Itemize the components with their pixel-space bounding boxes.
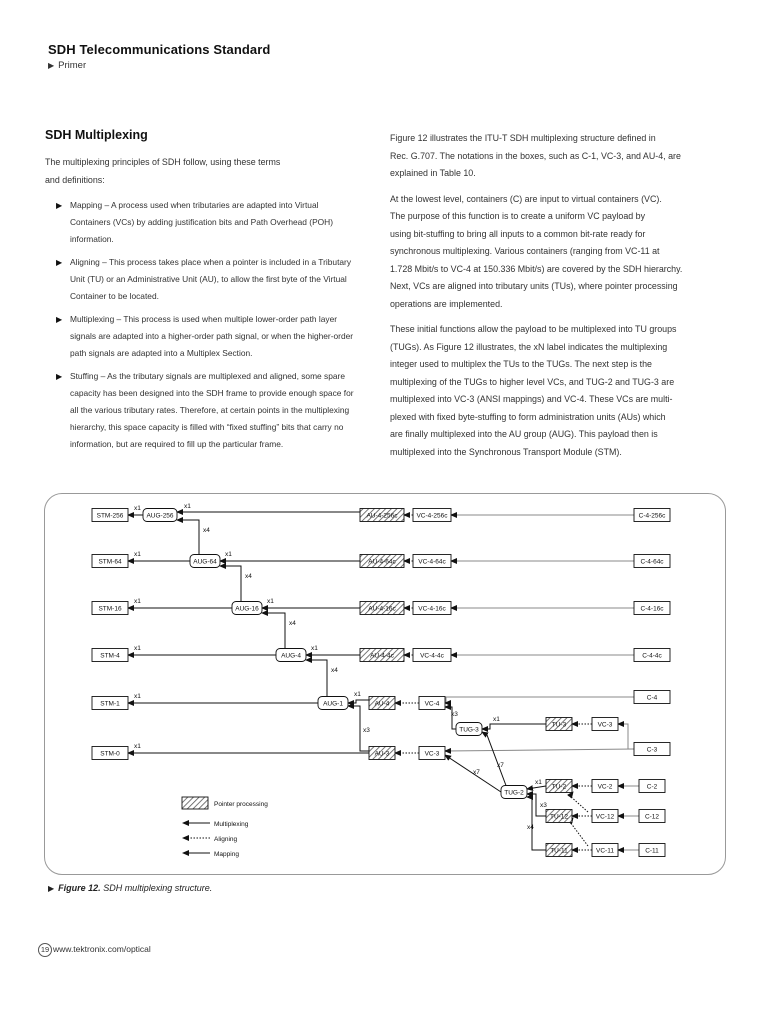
tul-2-label: TU-11 xyxy=(550,847,568,855)
stm-5-label: STM-0 xyxy=(100,750,120,758)
multiplex-factor-label: x7 xyxy=(473,769,480,776)
multiplex-factor-label: x1 xyxy=(134,645,141,652)
multiplex-factor-label: x1 xyxy=(134,551,141,558)
list-line: path signals are adapted into a Multiplex Section. xyxy=(70,348,253,358)
vcl-0-label: VC-2 xyxy=(597,783,613,791)
vc-12-align-arrow xyxy=(570,792,588,812)
body-line: explained in Table 10. xyxy=(390,168,476,178)
vch-5-label: VC-3 xyxy=(424,750,440,758)
stm-3-label: STM-4 xyxy=(100,652,120,660)
body-line: using bit-stuffing to bring all inputs to a common bit-rate ready for xyxy=(390,228,646,239)
tug-3-arrow xyxy=(482,724,546,729)
au-4-label: AU-4 xyxy=(374,700,390,708)
aug-4-label: AUG-1 xyxy=(323,700,343,708)
tul-1-label: TU-12 xyxy=(549,813,569,821)
vc-4-map-arrow xyxy=(445,697,634,703)
triangle-bullet-icon: ▶ xyxy=(48,61,55,70)
vcl-2-label: VC-11 xyxy=(596,847,614,855)
ch-3-label: C-4-4c xyxy=(642,652,662,660)
au-0-label: AU-4-256c xyxy=(366,512,398,520)
figure-caption xyxy=(48,883,212,893)
multiplex-factor-label: x1 xyxy=(134,743,141,750)
multiplex-factor-label: x1 xyxy=(134,505,141,512)
list-line: capacity has been designed into the SDH frame to provide enough space for xyxy=(70,388,354,398)
vch-3-label: VC-4-4c xyxy=(420,652,444,660)
tug3-label: TUG-3 xyxy=(459,726,479,734)
aug-3-label: AUG-4 xyxy=(281,652,301,660)
list-line: Stuffing – As the tributary signals are multiplexed and aligned, some spare xyxy=(70,371,345,381)
tu3-label: TU-3 xyxy=(551,721,567,729)
page-footer xyxy=(38,943,151,957)
ch-2-label: C-4-16c xyxy=(640,605,664,613)
section-heading: SDH Multiplexing xyxy=(45,128,148,142)
body-line: operations are implemented. xyxy=(390,298,503,309)
legend-multiplexing-label: Multiplexing xyxy=(214,821,249,828)
multiplex-factor-label: x4 xyxy=(289,620,296,627)
vc-11-align-arrow xyxy=(570,818,588,846)
multiplex-factor-label: x1 xyxy=(493,716,500,723)
triangle-bullet-icon: ▶ xyxy=(56,201,63,210)
triangle-bullet-icon: ▶ xyxy=(56,258,63,267)
multiplex-factor-label: x3 xyxy=(540,802,547,809)
aug-chain-arrow xyxy=(177,520,199,555)
triangle-bullet-icon: ▶ xyxy=(48,884,55,893)
body-line: multiplexed into VC-3 (ANSI mappings) and VC-4. These VCs are multi- xyxy=(390,394,673,404)
body-line: integer used to multiplex the TUs to the TUGs. The next step is the xyxy=(390,359,652,369)
body-line: are finally multiplexed into the AU group (AUG). This payload then is xyxy=(390,429,658,439)
multiplex-factor-label: x4 xyxy=(527,824,534,831)
body-line: plexed with fixed byte-stuffing to form administration units (AUs) which xyxy=(390,411,666,422)
vcl-1-label: VC-12 xyxy=(595,813,615,821)
tug-2-from-tu-2-arrow xyxy=(527,786,546,789)
au-5-label: AU-3 xyxy=(374,750,390,758)
multiplex-factor-label: x1 xyxy=(535,779,542,786)
body-line: Rec. G.707. The notations in the boxes, such as C-1, VC-3, and AU-4, are xyxy=(390,150,681,161)
body-line: multiplexing of the TUGs to higher level VCs, and TUG-2 and TUG-3 are xyxy=(390,376,675,387)
list-line: all the various tributary rates. Therefore, at certain points in the multiplexing xyxy=(70,405,350,415)
multiplex-factor-label: x1 xyxy=(267,598,274,605)
footer-url[interactable]: www.tektronix.com/optical xyxy=(53,944,151,954)
list-line: information. xyxy=(70,234,114,244)
multiplex-factor-label: x1 xyxy=(184,503,191,510)
aug-0-label: AUG-256 xyxy=(146,512,174,520)
multiplex-factor-label: x4 xyxy=(245,573,252,580)
vch-4-label: VC-4 xyxy=(424,700,440,708)
legend-pointer-processing-label: Pointer processing xyxy=(214,801,268,808)
list-line: Container to be located. xyxy=(70,291,159,301)
list-line: Mapping – A process used when tributaries are adapted into Virtual xyxy=(70,200,319,210)
multiplex-factor-label: x3 xyxy=(363,727,370,734)
multiplex-factor-label: x1 xyxy=(354,691,361,698)
vch-2-label: VC-4-16c xyxy=(418,605,446,613)
multiplex-factor-label: x7 xyxy=(497,762,504,769)
list-line: Unit (TU) or an Administrative Unit (AU), to allow the first byte of the Virtual xyxy=(70,274,347,284)
figure-caption-text: SDH multiplexing structure. xyxy=(103,883,213,893)
vc3l-label: VC-3 xyxy=(597,721,613,729)
stm-1-label: STM-64 xyxy=(98,558,122,566)
ch-1-label: C-4-64c xyxy=(640,558,664,566)
legend-mapping-label: Mapping xyxy=(214,851,239,858)
multiplex-factor-label: x4 xyxy=(331,667,338,674)
body-line: Next, VCs are aligned into tributary units (TUs), where pointer processing xyxy=(390,281,678,291)
figure-label: Figure 12. xyxy=(58,883,101,893)
multiplex-factor-label: x1 xyxy=(134,693,141,700)
body-line: multiplexed into the Synchronous Transport Module (STM). xyxy=(390,446,622,457)
body-line: 1.728 Mbit/s to VC-4 at 150.336 Mbit/s) are covered by the SDH hierarchy. xyxy=(390,263,683,274)
vch-1-label: VC-4-64c xyxy=(418,558,446,566)
subtitle-text: Primer xyxy=(58,60,87,71)
list-line: Containers (VCs) by adding justification bits and Path Overhead (POH) xyxy=(70,217,334,227)
legend-pointer-processing-swatch xyxy=(182,797,208,809)
document-title: SDH Telecommunications Standard xyxy=(48,42,271,57)
body-line: At the lowest level, containers (C) are input to virtual containers (VC). xyxy=(390,193,662,204)
tul-0-label: TU-2 xyxy=(551,783,567,791)
list-line: hierarchy, this space capacity is filled with “fixed stuffing” bits that carry no xyxy=(70,422,344,432)
legend-aligning-label: Aligning xyxy=(214,836,238,843)
aug-chain-arrow xyxy=(262,613,285,649)
multiplex-factor-label: x3 xyxy=(451,711,458,718)
multiplex-factor-label: x4 xyxy=(203,527,210,534)
multiplex-factor-label: x1 xyxy=(134,598,141,605)
body-line: (TUGs). As Figure 12 illustrates, the xN label indicates the multiplexing xyxy=(390,341,668,352)
triangle-bullet-icon: ▶ xyxy=(56,315,63,324)
multiplex-factor-label: x1 xyxy=(311,645,318,652)
vch-0-label: VC-4-256c xyxy=(416,512,448,520)
intro-line: The multiplexing principles of SDH follow, using these terms xyxy=(45,157,281,167)
list-line: Aligning – This process takes place when a pointer is included in a Tributary xyxy=(70,257,352,267)
tug2-label: TUG-2 xyxy=(504,789,524,797)
ch-4-label: C-4 xyxy=(646,694,658,702)
vc-3-low-map-arrow xyxy=(618,724,634,749)
triangle-bullet-icon: ▶ xyxy=(56,372,63,381)
au-1-label: AU-4-64c xyxy=(368,558,396,566)
stm-0-label: STM-256 xyxy=(96,512,124,520)
body-line: The purpose of this function is to create a uniform VC payload by xyxy=(390,211,646,221)
body-line: Figure 12 illustrates the ITU-T SDH multiplexing structure defined in xyxy=(390,133,656,143)
list-line: Multiplexing – This process is used when multiple lower-order path layer xyxy=(70,314,338,324)
vc-3-map-arrow xyxy=(445,749,634,751)
aug-chain-arrow xyxy=(220,566,241,602)
stm-2-label: STM-16 xyxy=(98,605,122,613)
multiplex-factor-label: x1 xyxy=(225,551,232,558)
body-line: These initial functions allow the payload to be multiplexed into TU groups xyxy=(390,324,677,334)
ch-5-label: C-3 xyxy=(646,746,658,754)
cl-0-label: C-2 xyxy=(646,783,658,791)
aug-1-arrow xyxy=(348,700,369,703)
tug-3-from-tug-2-arrow xyxy=(482,732,506,786)
ch-0-label: C-4-256c xyxy=(638,512,666,520)
page-number: 19 xyxy=(38,943,52,957)
list-line: information, but are required to fill up the particular frame. xyxy=(70,439,284,449)
cl-1-label: C-12 xyxy=(644,813,660,821)
stm-4-label: STM-1 xyxy=(100,700,120,708)
aug-chain-arrow xyxy=(306,660,327,697)
body-line: synchronous multiplexing. Various containers (ranging from VC-11 at xyxy=(390,246,660,256)
list-line: signals are adapted into a higher-order path signal, or when the higher-order xyxy=(70,331,354,341)
cl-2-label: C-11 xyxy=(645,847,659,855)
aug-1-label: AUG-64 xyxy=(193,558,217,566)
au-2-label: AU-4-16c xyxy=(368,605,396,613)
aug-2-label: AUG-16 xyxy=(235,605,259,613)
au-3-label: AU-4-4c xyxy=(370,652,394,660)
intro-line: and definitions: xyxy=(45,174,105,185)
